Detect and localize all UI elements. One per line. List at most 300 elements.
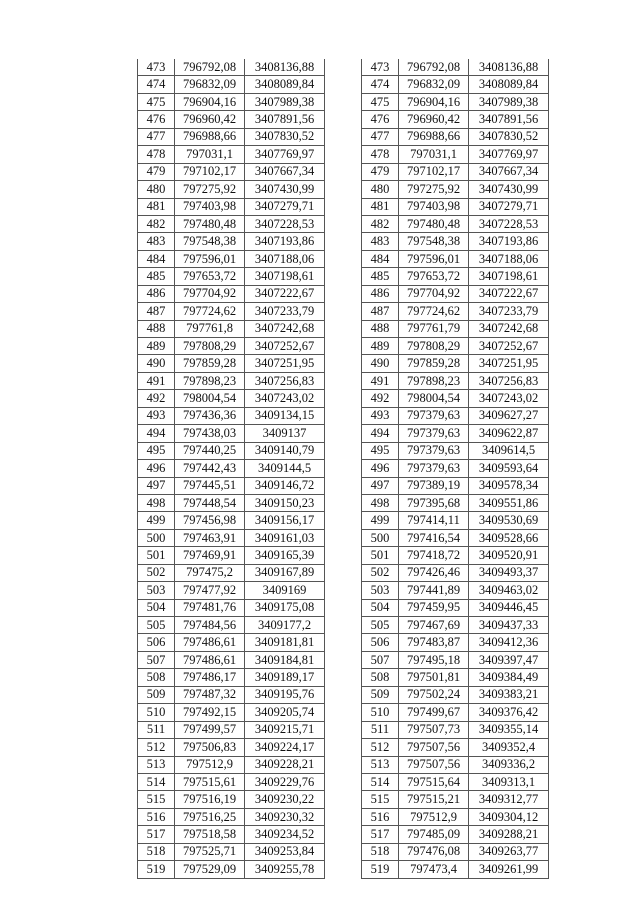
y-coordinate-cell: 3407769,97 — [469, 146, 549, 163]
point-number-cell: 502 — [138, 564, 175, 581]
x-coordinate-cell: 796792,08 — [175, 59, 245, 76]
x-coordinate-cell: 797653,72 — [399, 268, 469, 285]
y-coordinate-cell: 3409446,45 — [469, 599, 549, 616]
table-row — [138, 407, 325, 424]
x-coordinate-cell: 797596,01 — [175, 250, 245, 267]
x-coordinate-cell: 797704,92 — [399, 285, 469, 302]
point-number-cell: 505 — [362, 617, 399, 634]
table-row — [138, 634, 325, 651]
point-number-cell: 511 — [138, 721, 175, 738]
x-coordinate-cell: 797459,95 — [399, 599, 469, 616]
y-coordinate-cell: 3409622,87 — [469, 425, 549, 442]
y-coordinate-cell: 3409530,69 — [469, 512, 549, 529]
table-row — [362, 651, 549, 668]
table-row — [362, 843, 549, 860]
point-number-cell: 502 — [362, 564, 399, 581]
table-row — [362, 59, 549, 76]
point-number-cell: 516 — [362, 808, 399, 825]
table-row — [138, 303, 325, 320]
y-coordinate-cell: 3409134,15 — [245, 407, 325, 424]
y-coordinate-cell: 3409230,22 — [245, 791, 325, 808]
table-row — [138, 704, 325, 721]
x-coordinate-cell: 797761,79 — [399, 320, 469, 337]
y-coordinate-cell: 3408136,88 — [469, 59, 549, 76]
y-coordinate-cell: 3409205,74 — [245, 704, 325, 721]
table-row — [362, 320, 549, 337]
x-coordinate-cell: 797395,68 — [399, 494, 469, 511]
table-row — [362, 791, 549, 808]
y-coordinate-cell: 3407242,68 — [469, 320, 549, 337]
table-row — [362, 355, 549, 372]
table-row — [138, 442, 325, 459]
table-row — [362, 547, 549, 564]
x-coordinate-cell: 797475,2 — [175, 564, 245, 581]
table-row — [362, 442, 549, 459]
x-coordinate-cell: 797512,9 — [175, 756, 245, 773]
x-coordinate-cell: 797808,29 — [175, 338, 245, 355]
y-coordinate-cell: 3409437,33 — [469, 617, 549, 634]
y-coordinate-cell: 3407279,71 — [245, 198, 325, 215]
table-row — [362, 215, 549, 232]
table-row — [362, 861, 549, 878]
point-number-cell: 474 — [362, 76, 399, 93]
table-row — [138, 529, 325, 546]
x-coordinate-cell: 797492,15 — [175, 704, 245, 721]
table-row — [362, 599, 549, 616]
x-coordinate-cell: 796988,66 — [399, 128, 469, 145]
x-coordinate-cell: 797031,1 — [399, 146, 469, 163]
table-row — [138, 721, 325, 738]
y-coordinate-cell: 3409412,36 — [469, 634, 549, 651]
table-row — [138, 338, 325, 355]
point-number-cell: 486 — [362, 285, 399, 302]
y-coordinate-cell: 3409184,81 — [245, 651, 325, 668]
table-row — [362, 460, 549, 477]
x-coordinate-cell: 797441,89 — [399, 582, 469, 599]
x-coordinate-cell: 797653,72 — [175, 268, 245, 285]
x-coordinate-cell: 797389,19 — [399, 477, 469, 494]
x-coordinate-cell: 797507,56 — [399, 756, 469, 773]
point-number-cell: 491 — [362, 372, 399, 389]
table-row — [138, 390, 325, 407]
table-row — [362, 250, 549, 267]
y-coordinate-cell: 3409313,1 — [469, 773, 549, 790]
y-coordinate-cell: 3407279,71 — [469, 198, 549, 215]
point-number-cell: 486 — [138, 285, 175, 302]
point-number-cell: 512 — [362, 739, 399, 756]
y-coordinate-cell: 3409156,17 — [245, 512, 325, 529]
x-coordinate-cell: 797529,09 — [175, 861, 245, 878]
point-number-cell: 474 — [138, 76, 175, 93]
coordinates-table-right — [361, 59, 549, 879]
point-number-cell: 503 — [138, 582, 175, 599]
x-coordinate-cell: 797416,54 — [399, 529, 469, 546]
table-row — [138, 59, 325, 76]
y-coordinate-cell: 3407667,34 — [245, 163, 325, 180]
point-number-cell: 510 — [362, 704, 399, 721]
coordinates-table-body — [138, 59, 325, 878]
y-coordinate-cell: 3407989,38 — [469, 93, 549, 110]
x-coordinate-cell: 797484,56 — [175, 617, 245, 634]
x-coordinate-cell: 797512,9 — [399, 808, 469, 825]
x-coordinate-cell: 797418,72 — [399, 547, 469, 564]
point-number-cell: 513 — [138, 756, 175, 773]
table-row — [362, 146, 549, 163]
x-coordinate-cell: 797596,01 — [399, 250, 469, 267]
x-coordinate-cell: 797518,58 — [175, 826, 245, 843]
point-number-cell: 475 — [362, 93, 399, 110]
y-coordinate-cell: 3409376,42 — [469, 704, 549, 721]
coordinates-table-left — [137, 59, 325, 879]
point-number-cell: 487 — [138, 303, 175, 320]
point-number-cell: 483 — [362, 233, 399, 250]
point-number-cell: 473 — [362, 59, 399, 76]
table-row — [362, 686, 549, 703]
x-coordinate-cell: 797379,63 — [399, 407, 469, 424]
y-coordinate-cell: 3409234,52 — [245, 826, 325, 843]
point-number-cell: 492 — [362, 390, 399, 407]
point-number-cell: 515 — [138, 791, 175, 808]
x-coordinate-cell: 797445,51 — [175, 477, 245, 494]
y-coordinate-cell: 3409195,76 — [245, 686, 325, 703]
y-coordinate-cell: 3407830,52 — [245, 128, 325, 145]
table-row — [362, 163, 549, 180]
point-number-cell: 490 — [362, 355, 399, 372]
point-number-cell: 498 — [138, 494, 175, 511]
table-row — [362, 181, 549, 198]
x-coordinate-cell: 797515,61 — [175, 773, 245, 790]
y-coordinate-cell: 3407891,56 — [245, 111, 325, 128]
y-coordinate-cell: 3409165,39 — [245, 547, 325, 564]
y-coordinate-cell: 3407188,06 — [469, 250, 549, 267]
table-row — [362, 564, 549, 581]
table-row — [138, 739, 325, 756]
table-row — [138, 146, 325, 163]
y-coordinate-cell: 3409397,47 — [469, 651, 549, 668]
x-coordinate-cell: 797516,19 — [175, 791, 245, 808]
x-coordinate-cell: 797486,61 — [175, 634, 245, 651]
y-coordinate-cell: 3409215,71 — [245, 721, 325, 738]
y-coordinate-cell: 3409181,81 — [245, 634, 325, 651]
point-number-cell: 479 — [138, 163, 175, 180]
table-row — [362, 634, 549, 651]
point-number-cell: 501 — [138, 547, 175, 564]
point-number-cell: 480 — [138, 181, 175, 198]
point-number-cell: 481 — [138, 198, 175, 215]
point-number-cell: 479 — [362, 163, 399, 180]
table-row — [138, 233, 325, 250]
y-coordinate-cell: 3407252,67 — [469, 338, 549, 355]
point-number-cell: 505 — [138, 617, 175, 634]
x-coordinate-cell: 797507,73 — [399, 721, 469, 738]
y-coordinate-cell: 3409627,27 — [469, 407, 549, 424]
table-row — [362, 338, 549, 355]
table-row — [138, 843, 325, 860]
y-coordinate-cell: 3407256,83 — [245, 372, 325, 389]
point-number-cell: 514 — [138, 773, 175, 790]
point-number-cell: 481 — [362, 198, 399, 215]
point-number-cell: 495 — [362, 442, 399, 459]
point-number-cell: 485 — [362, 268, 399, 285]
y-coordinate-cell: 3407891,56 — [469, 111, 549, 128]
x-coordinate-cell: 797438,03 — [175, 425, 245, 442]
y-coordinate-cell: 3408089,84 — [469, 76, 549, 93]
y-coordinate-cell: 3409144,5 — [245, 460, 325, 477]
table-row — [138, 355, 325, 372]
point-number-cell: 499 — [362, 512, 399, 529]
y-coordinate-cell: 3409383,21 — [469, 686, 549, 703]
table-row — [362, 739, 549, 756]
y-coordinate-cell: 3409312,77 — [469, 791, 549, 808]
table-row — [362, 494, 549, 511]
y-coordinate-cell: 3407188,06 — [245, 250, 325, 267]
x-coordinate-cell: 797379,63 — [399, 442, 469, 459]
point-number-cell: 518 — [362, 843, 399, 860]
point-number-cell: 497 — [362, 477, 399, 494]
point-number-cell: 478 — [138, 146, 175, 163]
table-row — [138, 791, 325, 808]
x-coordinate-cell: 797515,21 — [399, 791, 469, 808]
table-row — [362, 756, 549, 773]
x-coordinate-cell: 797761,8 — [175, 320, 245, 337]
y-coordinate-cell: 3407251,95 — [469, 355, 549, 372]
table-row — [362, 76, 549, 93]
y-coordinate-cell: 3409189,17 — [245, 669, 325, 686]
x-coordinate-cell: 797525,71 — [175, 843, 245, 860]
point-number-cell: 491 — [138, 372, 175, 389]
table-row — [138, 425, 325, 442]
x-coordinate-cell: 797481,76 — [175, 599, 245, 616]
y-coordinate-cell: 3409161,03 — [245, 529, 325, 546]
point-number-cell: 496 — [362, 460, 399, 477]
x-coordinate-cell: 796832,09 — [175, 76, 245, 93]
table-row — [362, 617, 549, 634]
y-coordinate-cell: 3409140,79 — [245, 442, 325, 459]
point-number-cell: 503 — [362, 582, 399, 599]
point-number-cell: 504 — [362, 599, 399, 616]
point-number-cell: 500 — [362, 529, 399, 546]
point-number-cell: 506 — [362, 634, 399, 651]
point-number-cell: 514 — [362, 773, 399, 790]
point-number-cell: 488 — [138, 320, 175, 337]
x-coordinate-cell: 797808,29 — [399, 338, 469, 355]
x-coordinate-cell: 797379,63 — [399, 425, 469, 442]
point-number-cell: 473 — [138, 59, 175, 76]
y-coordinate-cell: 3407222,67 — [245, 285, 325, 302]
table-row — [138, 599, 325, 616]
y-coordinate-cell: 3409551,86 — [469, 494, 549, 511]
y-coordinate-cell: 3407252,67 — [245, 338, 325, 355]
point-number-cell: 484 — [138, 250, 175, 267]
x-coordinate-cell: 797480,48 — [175, 215, 245, 232]
y-coordinate-cell: 3407830,52 — [469, 128, 549, 145]
table-row — [362, 390, 549, 407]
x-coordinate-cell: 796904,16 — [175, 93, 245, 110]
table-row — [362, 529, 549, 546]
y-coordinate-cell: 3409288,21 — [469, 826, 549, 843]
x-coordinate-cell: 797485,09 — [399, 826, 469, 843]
point-number-cell: 519 — [138, 861, 175, 878]
point-number-cell: 497 — [138, 477, 175, 494]
point-number-cell: 495 — [138, 442, 175, 459]
y-coordinate-cell: 3409614,5 — [469, 442, 549, 459]
table-row — [362, 721, 549, 738]
x-coordinate-cell: 797403,98 — [175, 198, 245, 215]
table-row — [138, 181, 325, 198]
point-number-cell: 508 — [138, 669, 175, 686]
table-row — [138, 372, 325, 389]
y-coordinate-cell: 3409263,77 — [469, 843, 549, 860]
x-coordinate-cell: 797379,63 — [399, 460, 469, 477]
table-row — [362, 111, 549, 128]
table-row — [138, 669, 325, 686]
y-coordinate-cell: 3407198,61 — [469, 268, 549, 285]
x-coordinate-cell: 797548,38 — [399, 233, 469, 250]
x-coordinate-cell: 797476,08 — [399, 843, 469, 860]
table-row — [138, 93, 325, 110]
table-row — [138, 477, 325, 494]
x-coordinate-cell: 797724,62 — [399, 303, 469, 320]
table-row — [138, 617, 325, 634]
point-number-cell: 493 — [362, 407, 399, 424]
point-number-cell: 480 — [362, 181, 399, 198]
point-number-cell: 482 — [138, 215, 175, 232]
table-row — [362, 582, 549, 599]
point-number-cell: 506 — [138, 634, 175, 651]
table-row — [138, 686, 325, 703]
table-row — [138, 76, 325, 93]
point-number-cell: 501 — [362, 547, 399, 564]
x-coordinate-cell: 797898,23 — [175, 372, 245, 389]
x-coordinate-cell: 797515,64 — [399, 773, 469, 790]
y-coordinate-cell: 3407430,99 — [245, 181, 325, 198]
table-row — [362, 669, 549, 686]
table-row — [362, 704, 549, 721]
x-coordinate-cell: 797499,67 — [399, 704, 469, 721]
x-coordinate-cell: 797499,57 — [175, 721, 245, 738]
x-coordinate-cell: 796960,42 — [399, 111, 469, 128]
x-coordinate-cell: 797507,56 — [399, 739, 469, 756]
x-coordinate-cell: 797473,4 — [399, 861, 469, 878]
y-coordinate-cell: 3408136,88 — [245, 59, 325, 76]
point-number-cell: 483 — [138, 233, 175, 250]
table-row — [138, 215, 325, 232]
point-number-cell: 517 — [362, 826, 399, 843]
y-coordinate-cell: 3407242,68 — [245, 320, 325, 337]
y-coordinate-cell: 3407228,53 — [469, 215, 549, 232]
y-coordinate-cell: 3409137 — [245, 425, 325, 442]
x-coordinate-cell: 797448,54 — [175, 494, 245, 511]
table-row — [138, 512, 325, 529]
x-coordinate-cell: 797469,91 — [175, 547, 245, 564]
table-row — [138, 198, 325, 215]
x-coordinate-cell: 796792,08 — [399, 59, 469, 76]
y-coordinate-cell: 3409463,02 — [469, 582, 549, 599]
y-coordinate-cell: 3407243,02 — [469, 390, 549, 407]
point-number-cell: 477 — [362, 128, 399, 145]
table-row — [138, 756, 325, 773]
x-coordinate-cell: 797486,61 — [175, 651, 245, 668]
y-coordinate-cell: 3407198,61 — [245, 268, 325, 285]
x-coordinate-cell: 797436,36 — [175, 407, 245, 424]
point-number-cell: 518 — [138, 843, 175, 860]
table-row — [138, 861, 325, 878]
x-coordinate-cell: 797516,25 — [175, 808, 245, 825]
x-coordinate-cell: 797414,11 — [399, 512, 469, 529]
y-coordinate-cell: 3409146,72 — [245, 477, 325, 494]
point-number-cell: 487 — [362, 303, 399, 320]
table-row — [138, 808, 325, 825]
y-coordinate-cell: 3407251,95 — [245, 355, 325, 372]
point-number-cell: 512 — [138, 739, 175, 756]
y-coordinate-cell: 3409355,14 — [469, 721, 549, 738]
point-number-cell: 478 — [362, 146, 399, 163]
table-row — [362, 425, 549, 442]
table-row — [362, 372, 549, 389]
x-coordinate-cell: 797501,81 — [399, 669, 469, 686]
y-coordinate-cell: 3409384,49 — [469, 669, 549, 686]
point-number-cell: 477 — [138, 128, 175, 145]
x-coordinate-cell: 797859,28 — [399, 355, 469, 372]
y-coordinate-cell: 3407243,02 — [245, 390, 325, 407]
x-coordinate-cell: 797483,87 — [399, 634, 469, 651]
point-number-cell: 510 — [138, 704, 175, 721]
y-coordinate-cell: 3409150,23 — [245, 494, 325, 511]
y-coordinate-cell: 3407222,67 — [469, 285, 549, 302]
point-number-cell: 507 — [362, 651, 399, 668]
point-number-cell: 516 — [138, 808, 175, 825]
y-coordinate-cell: 3407233,79 — [245, 303, 325, 320]
y-coordinate-cell: 3409304,12 — [469, 808, 549, 825]
coordinates-table-body — [362, 59, 549, 878]
point-number-cell: 517 — [138, 826, 175, 843]
x-coordinate-cell: 797403,98 — [399, 198, 469, 215]
point-number-cell: 490 — [138, 355, 175, 372]
y-coordinate-cell: 3409228,21 — [245, 756, 325, 773]
table-row — [362, 512, 549, 529]
x-coordinate-cell: 797275,92 — [399, 181, 469, 198]
y-coordinate-cell: 3407193,86 — [469, 233, 549, 250]
x-coordinate-cell: 797480,48 — [399, 215, 469, 232]
x-coordinate-cell: 796988,66 — [175, 128, 245, 145]
x-coordinate-cell: 797898,23 — [399, 372, 469, 389]
y-coordinate-cell: 3407430,99 — [469, 181, 549, 198]
x-coordinate-cell: 797477,92 — [175, 582, 245, 599]
x-coordinate-cell: 797506,83 — [175, 739, 245, 756]
table-row — [138, 128, 325, 145]
x-coordinate-cell: 797724,62 — [175, 303, 245, 320]
table-row — [362, 128, 549, 145]
table-row — [138, 651, 325, 668]
y-coordinate-cell: 3408089,84 — [245, 76, 325, 93]
y-coordinate-cell: 3407989,38 — [245, 93, 325, 110]
table-row — [138, 564, 325, 581]
point-number-cell: 509 — [362, 686, 399, 703]
y-coordinate-cell: 3409167,89 — [245, 564, 325, 581]
y-coordinate-cell: 3409261,99 — [469, 861, 549, 878]
y-coordinate-cell: 3407769,97 — [245, 146, 325, 163]
point-number-cell: 500 — [138, 529, 175, 546]
table-row — [362, 303, 549, 320]
table-row — [362, 198, 549, 215]
table-row — [138, 494, 325, 511]
x-coordinate-cell: 797463,91 — [175, 529, 245, 546]
x-coordinate-cell: 797495,18 — [399, 651, 469, 668]
table-row — [138, 250, 325, 267]
table-row — [362, 407, 549, 424]
y-coordinate-cell: 3407193,86 — [245, 233, 325, 250]
y-coordinate-cell: 3407256,83 — [469, 372, 549, 389]
